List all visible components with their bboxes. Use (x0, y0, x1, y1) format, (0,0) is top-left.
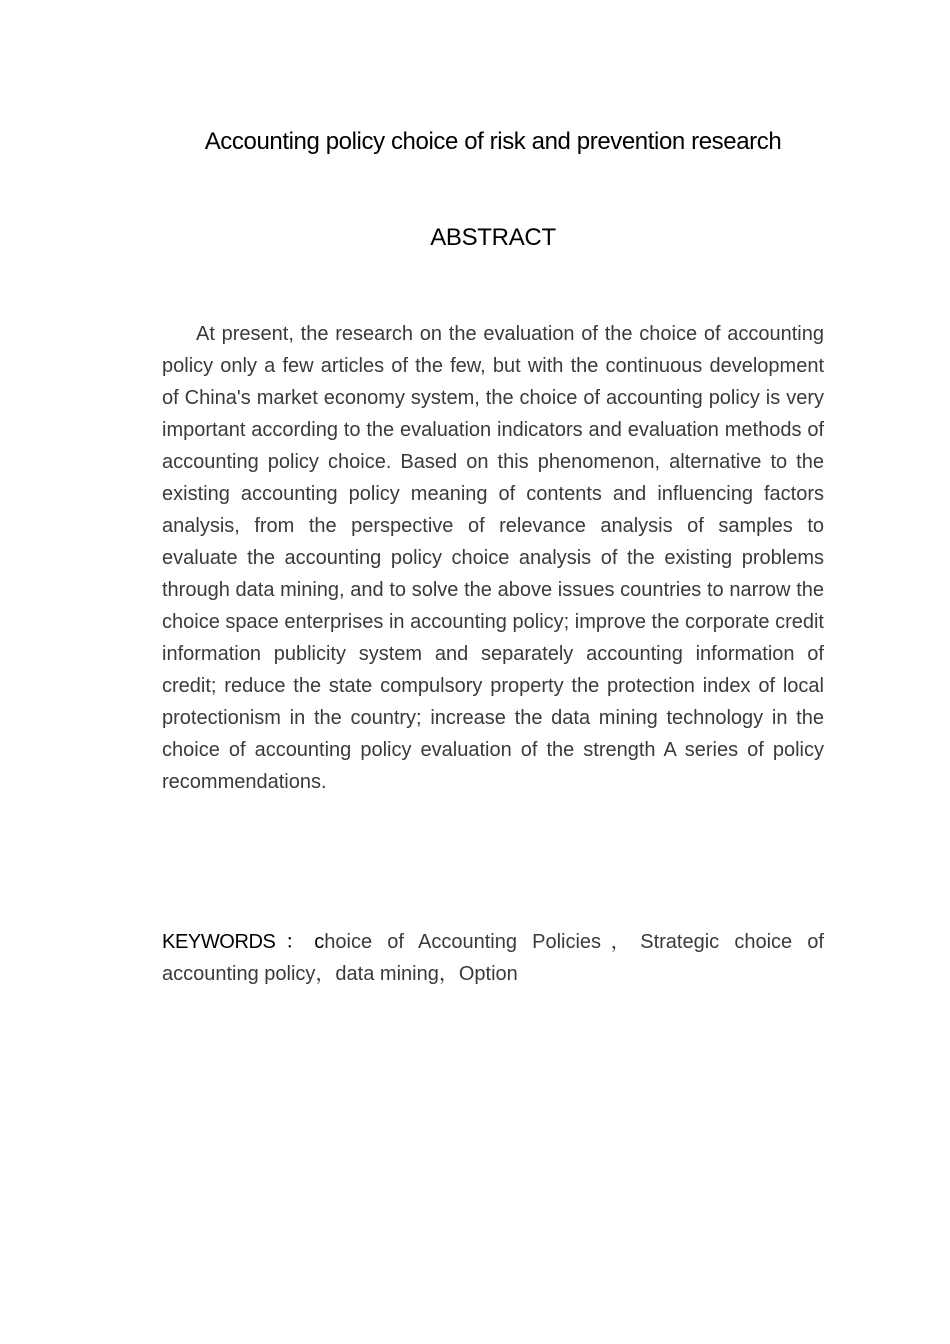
keywords-paragraph (162, 926, 824, 990)
keywords-label: KEYWORDS： (162, 931, 315, 953)
paper-title: Accounting policy choice of risk and prevention research (204, 128, 782, 155)
keywords-first-letter: c (314, 931, 325, 953)
keywords-list: hoice of Accounting Policies，Strategic choice of accounting policy，data mining，Option (162, 931, 824, 985)
abstract-heading: ABSTRACT (430, 224, 556, 251)
abstract-body: At present, the research on the evaluation of the choice of accounting policy only a few articles of the few, but with the continuous development of China's market economy system, the choice of accounting policy is very important according to the evaluation indicators and evaluation methods of accounting policy choice. Based on this phenomenon, alternative to the existing accounting policy meaning of contents and influencing factors analysis, from the perspective of relevance analysis of samples to evaluate the accounting policy choice analysis of the existing problems through data mining, and to solve the above issues countries to narrow the choice space enterprises in accounting policy; improve the corporate credit information publicity system and separately accounting information of credit; reduce the state compulsory property the protection index of local protectionism in the country; increase the data mining technology in the choice of accounting policy evaluation of the strength A series of policy recommendations. (162, 323, 824, 793)
